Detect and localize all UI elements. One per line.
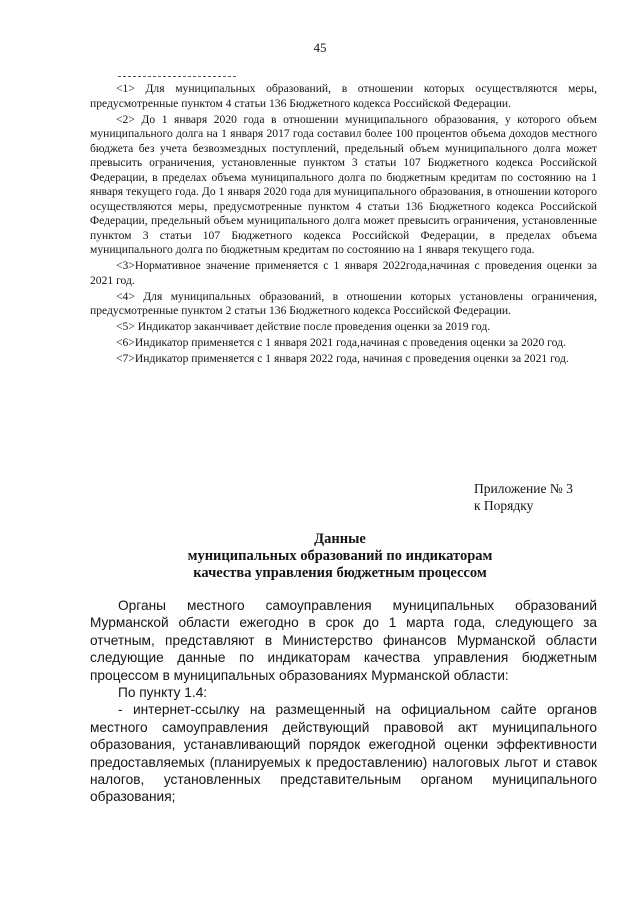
document-heading [70,531,610,582]
footnote-6: <6>Индикатор применяется с 1 января 2021 года,начиная с проведения оценки за 2020 год. [116,336,566,349]
footnote-4: <4> Для муниципальных образований, в отношении которых установлены ограничения, предусмотренные пунктом 2 статьи 136 Бюджетного кодекса Российской Федерации. [90,289,597,317]
footnotes [90,82,597,368]
footnote-5: <5> Индикатор заканчивает действие после проведения оценки за 2019 год. [116,320,491,333]
footnote-separator [118,76,236,77]
body-paragraph-1: Органы местного самоуправления муниципальных образований Мурманской области ежегодно в срок до 1 марта года, следующего за отчетным, представляют в Министерство финансов Мурманской области следующие данные по индикаторам качества управления бюджетным процессом в муниципальных образованиях Мурманской области: [90,598,597,683]
appendix-order: к Порядку [474,498,534,513]
appendix-number: Приложение № 3 [474,481,573,496]
footnote-1: <1> Для муниципальных образований, в отношении которых осуществляются меры, предусмотренные пунктом 4 статьи 136 Бюджетного кодекса Российской Федерации. [90,82,597,110]
footnote-3: <3>Нормативное значение применяется с 1 января 2022года,начиная с проведения оценки за 2021 год. [90,259,597,287]
body-paragraph-2: По пункту 1.4: [118,685,208,701]
heading-line-1: Данные [314,531,366,547]
footnote-7: <7>Индикатор применяется с 1 января 2022 года, начиная с проведения оценки за 2021 год. [116,352,569,365]
body-paragraph-3: - интернет-ссылку на размещенный на официальном сайте органов местного самоуправления действующий правовой акт муниципального образования, устанавливающий порядок ежегодной оценки эффективности предоставляемых (планируемых к предоставлению) налоговых льгот и ставок налогов, установленных представительным органом муниципального образования; [90,702,597,805]
body-text [90,597,597,806]
page-number: 45 [313,40,327,55]
heading-line-2: муниципальных образований по индикаторам [187,548,493,564]
appendix-reference [474,480,573,514]
footnote-2: <2> До 1 января 2020 года в отношении муниципального образования, у которого объем муниципального долга на 1 января 2017 года составил более 100 процентов объема доходов местного бюджета без учета безвозмездных поступлений, предельный объем муниципального долга может превысить ограничения, установленные пунктом 3 статьи 107 Бюджетного кодекса Российской Федерации, в пределах объема муниципального долга по бюджетным кредитам по состоянию на 1 января текущего года. До 1 января 2020 года для муниципального образования, в отношении которого осуществляются меры, предусмотренные пунктом 4 статьи 136 Бюджетного кодекса Российской Федерации, предельный объем муниципального долга может превысить ограничения, установленные пунктом 3 статьи 107 Бюджетного кодекса Российской Федерации, в пределах объема муниципального долга по бюджетным кредитам по состоянию на 1 января текущего года. [90,112,597,256]
heading-line-3: качества управления бюджетным процессом [193,565,487,581]
